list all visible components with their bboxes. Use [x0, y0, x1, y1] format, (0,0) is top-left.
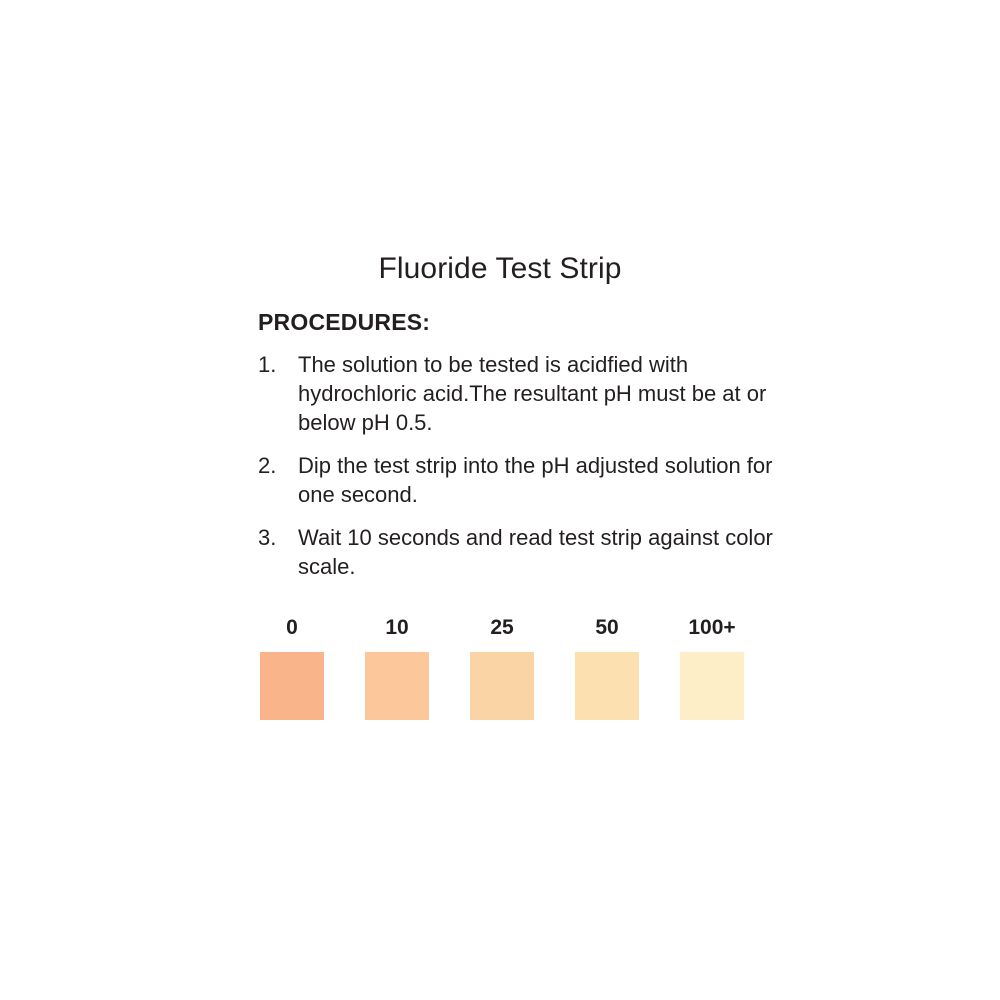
color-scale [260, 616, 744, 720]
color-scale-entry-4 [680, 616, 744, 720]
color-scale-swatch [365, 652, 429, 720]
procedure-steps-list [258, 350, 778, 595]
list-item [258, 451, 778, 509]
color-scale-entry-3 [575, 616, 639, 720]
step-text: The solution to be tested is acidfied with hydrochloric acid.The resultant pH must be at or below pH 0.5. [298, 352, 767, 435]
color-scale-swatch [680, 652, 744, 720]
step-text: Dip the test strip into the pH adjusted solution for one second. [298, 453, 773, 507]
step-number: 2. [258, 453, 277, 478]
color-scale-label: 10 [385, 616, 409, 639]
procedures-heading: PROCEDURES: [258, 309, 431, 335]
color-scale-swatch [575, 652, 639, 720]
page-title: Fluoride Test Strip [378, 252, 622, 285]
list-item [258, 523, 778, 581]
color-scale-swatch [260, 652, 324, 720]
color-scale-entry-0 [260, 616, 324, 720]
color-scale-entry-2 [470, 616, 534, 720]
color-scale-label: 0 [286, 616, 298, 639]
color-scale-label: 25 [490, 616, 514, 639]
step-text: Wait 10 seconds and read test strip against color scale. [298, 525, 773, 579]
color-scale-swatch [470, 652, 534, 720]
step-number: 3. [258, 525, 277, 550]
color-scale-entry-1 [365, 616, 429, 720]
color-scale-label: 50 [595, 616, 619, 639]
color-scale-label: 100+ [688, 616, 736, 639]
step-number: 1. [258, 352, 277, 377]
list-item [258, 350, 778, 437]
